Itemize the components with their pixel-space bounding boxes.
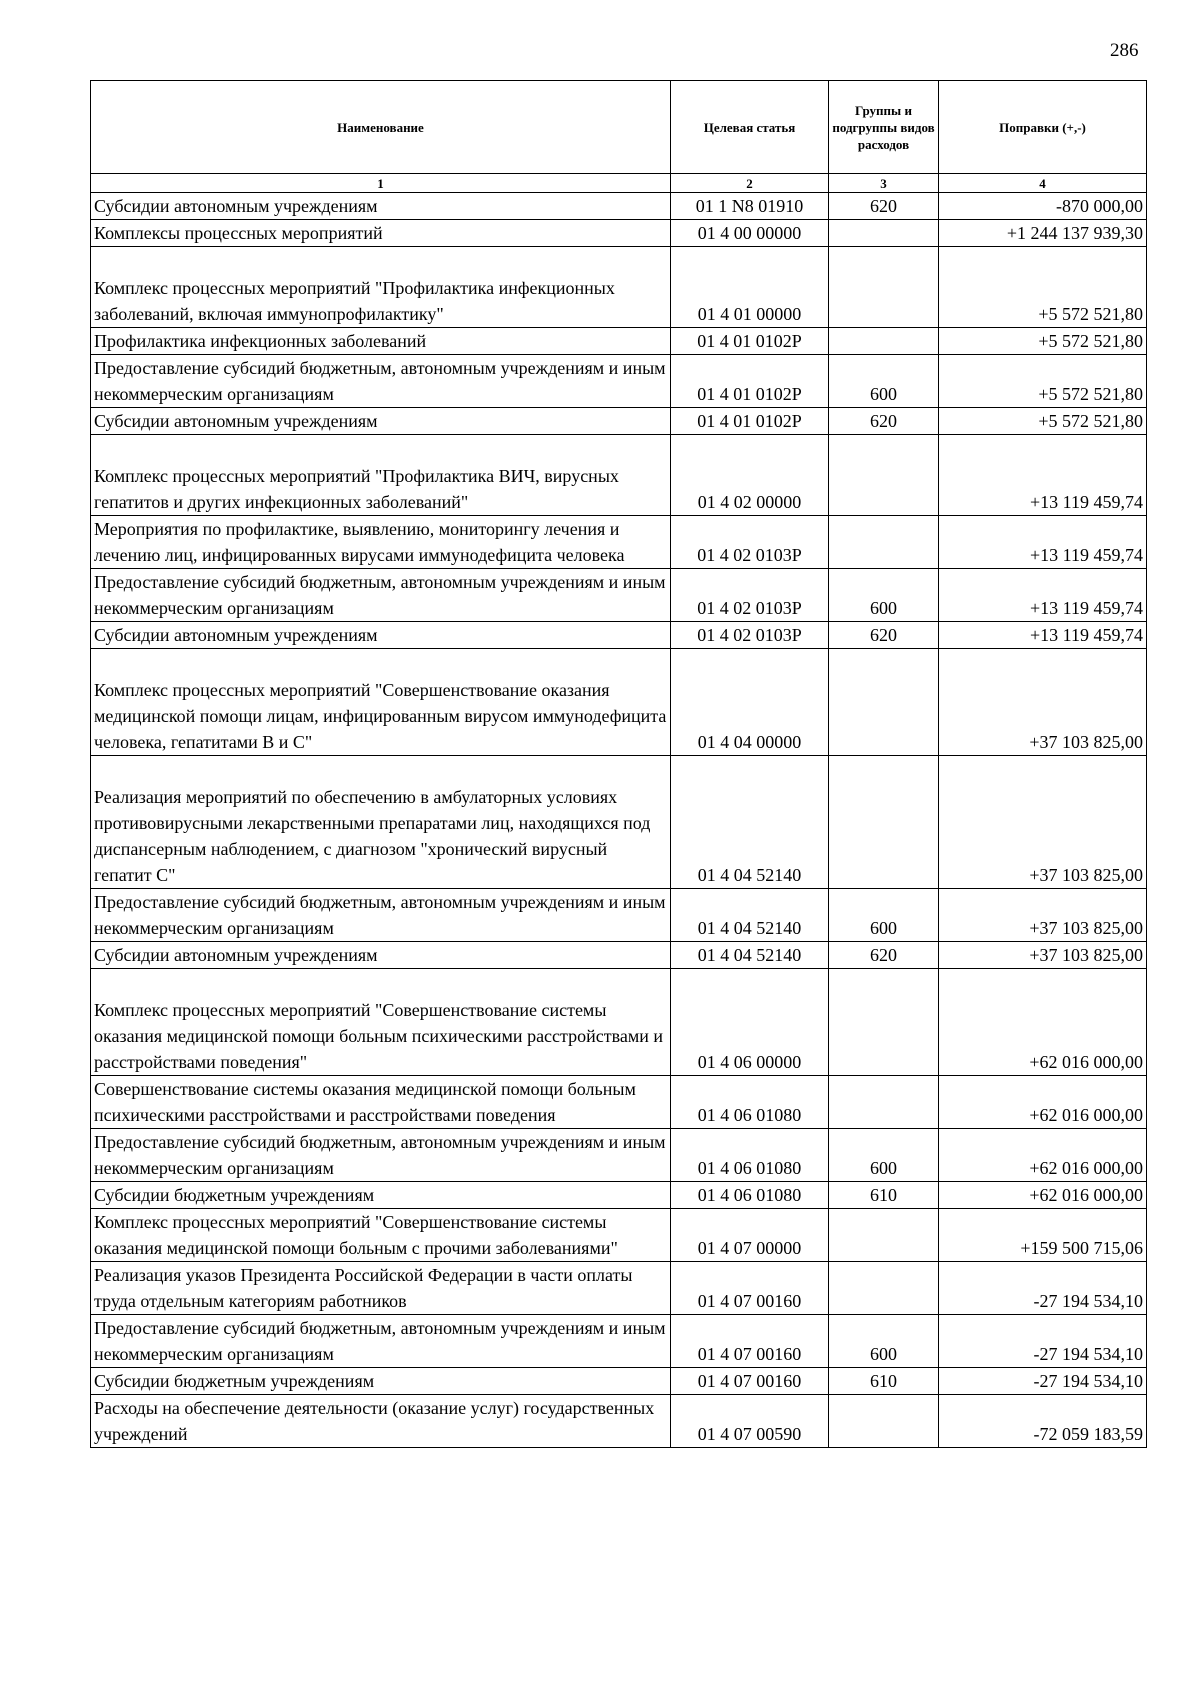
table-row	[91, 1182, 1147, 1209]
row-amendment-amount: +62 016 000,00	[939, 1076, 1147, 1129]
row-target-code: 01 4 06 01080	[671, 1076, 829, 1129]
row-target-code: 01 4 01 0102Р	[671, 355, 829, 408]
row-amendment-amount: +62 016 000,00	[939, 1129, 1147, 1182]
row-name: Предоставление субсидий бюджетным, автономным учреждениям и иным некоммерческим организациям	[91, 569, 671, 622]
row-name: Субсидии автономным учреждениям	[91, 942, 671, 969]
row-amendment-amount: +37 103 825,00	[939, 942, 1147, 969]
row-name: Реализация мероприятий по обеспечению в амбулаторных условиях противовирусными лекарственными препаратами лиц, находящихся под диспансерным наблюдением, с диагнозом "хронический вирусный гепатит С"	[91, 756, 671, 889]
row-name: Субсидии автономным учреждениям	[91, 193, 671, 220]
row-target-code: 01 4 04 52140	[671, 942, 829, 969]
header-groups: Группы и подгруппы видов расходов	[829, 81, 939, 174]
row-name: Мероприятия по профилактике, выявлению, мониторингу лечения и лечению лиц, инфицированных вирусами иммунодефицита человека	[91, 516, 671, 569]
table-row	[91, 516, 1147, 569]
row-target-code: 01 4 01 00000	[671, 247, 829, 328]
budget-table	[90, 80, 1147, 1448]
row-name: Расходы на обеспечение деятельности (оказание услуг) государственных учреждений	[91, 1395, 671, 1448]
table-row	[91, 1395, 1147, 1448]
row-target-code: 01 4 00 00000	[671, 220, 829, 247]
table-row	[91, 247, 1147, 328]
row-expense-group	[829, 328, 939, 355]
row-expense-group	[829, 1076, 939, 1129]
row-target-code: 01 4 02 00000	[671, 435, 829, 516]
row-name: Комплексы процессных мероприятий	[91, 220, 671, 247]
page-number: 286	[1110, 40, 1139, 61]
row-name: Субсидии бюджетным учреждениям	[91, 1368, 671, 1395]
table-row	[91, 1209, 1147, 1262]
header-name: Наименование	[91, 81, 671, 174]
row-expense-group: 600	[829, 1315, 939, 1368]
header-target: Целевая статья	[671, 81, 829, 174]
row-name: Субсидии автономным учреждениям	[91, 408, 671, 435]
row-name: Предоставление субсидий бюджетным, автономным учреждениям и иным некоммерческим организациям	[91, 889, 671, 942]
row-name: Комплекс процессных мероприятий "Профилактика ВИЧ, вирусных гепатитов и других инфекционных заболеваний"	[91, 435, 671, 516]
row-amendment-amount: +5 572 521,80	[939, 247, 1147, 328]
row-expense-group	[829, 435, 939, 516]
row-expense-group: 610	[829, 1182, 939, 1209]
row-target-code: 01 4 06 01080	[671, 1129, 829, 1182]
row-target-code: 01 1 N8 01910	[671, 193, 829, 220]
row-amendment-amount: +5 572 521,80	[939, 408, 1147, 435]
row-expense-group	[829, 220, 939, 247]
table-row	[91, 193, 1147, 220]
row-expense-group: 620	[829, 622, 939, 649]
row-name: Предоставление субсидий бюджетным, автономным учреждениям и иным некоммерческим организациям	[91, 1315, 671, 1368]
column-number: 4	[939, 174, 1147, 193]
row-name: Комплекс процессных мероприятий "Совершенствование оказания медицинской помощи лицам, инфицированным вирусом иммунодефицита человека, гепатитами В и С"	[91, 649, 671, 756]
row-expense-group: 610	[829, 1368, 939, 1395]
row-amendment-amount: +62 016 000,00	[939, 1182, 1147, 1209]
table-row	[91, 756, 1147, 889]
table-row	[91, 1076, 1147, 1129]
row-expense-group: 600	[829, 1129, 939, 1182]
table-row	[91, 435, 1147, 516]
table-row	[91, 220, 1147, 247]
row-expense-group	[829, 1262, 939, 1315]
table-row	[91, 1129, 1147, 1182]
header-amendments: Поправки (+,-)	[939, 81, 1147, 174]
row-expense-group: 600	[829, 355, 939, 408]
row-expense-group	[829, 1209, 939, 1262]
row-amendment-amount: +37 103 825,00	[939, 889, 1147, 942]
column-numbers-row	[91, 174, 1147, 193]
row-expense-group	[829, 247, 939, 328]
row-expense-group: 620	[829, 408, 939, 435]
row-amendment-amount: -27 194 534,10	[939, 1368, 1147, 1395]
row-amendment-amount: +37 103 825,00	[939, 756, 1147, 889]
row-amendment-amount: +159 500 715,06	[939, 1209, 1147, 1262]
row-target-code: 01 4 02 0103Р	[671, 516, 829, 569]
row-name: Профилактика инфекционных заболеваний	[91, 328, 671, 355]
row-target-code: 01 4 01 0102Р	[671, 328, 829, 355]
row-name: Субсидии бюджетным учреждениям	[91, 1182, 671, 1209]
table-row	[91, 649, 1147, 756]
row-amendment-amount: -72 059 183,59	[939, 1395, 1147, 1448]
row-expense-group: 600	[829, 569, 939, 622]
row-name: Субсидии автономным учреждениям	[91, 622, 671, 649]
row-target-code: 01 4 06 00000	[671, 969, 829, 1076]
table-row	[91, 408, 1147, 435]
row-name: Комплекс процессных мероприятий "Профилактика инфекционных заболеваний, включая иммунопрофилактику"	[91, 247, 671, 328]
table-row	[91, 889, 1147, 942]
row-target-code: 01 4 07 00160	[671, 1262, 829, 1315]
row-name: Комплекс процессных мероприятий "Совершенствование системы оказания медицинской помощи больным психическими расстройствами и расстройствами поведения"	[91, 969, 671, 1076]
row-name: Реализация указов Президента Российской Федерации в части оплаты труда отдельным категориям работников	[91, 1262, 671, 1315]
row-target-code: 01 4 04 52140	[671, 889, 829, 942]
table-row	[91, 355, 1147, 408]
row-expense-group	[829, 516, 939, 569]
table-row	[91, 942, 1147, 969]
row-target-code: 01 4 07 00160	[671, 1368, 829, 1395]
row-target-code: 01 4 01 0102Р	[671, 408, 829, 435]
row-expense-group	[829, 1395, 939, 1448]
row-target-code: 01 4 02 0103Р	[671, 569, 829, 622]
row-target-code: 01 4 02 0103Р	[671, 622, 829, 649]
row-amendment-amount: -27 194 534,10	[939, 1262, 1147, 1315]
row-amendment-amount: +1 244 137 939,30	[939, 220, 1147, 247]
row-amendment-amount: +13 119 459,74	[939, 622, 1147, 649]
column-number: 2	[671, 174, 829, 193]
row-amendment-amount: +13 119 459,74	[939, 516, 1147, 569]
row-expense-group	[829, 649, 939, 756]
table-row	[91, 1368, 1147, 1395]
row-target-code: 01 4 06 01080	[671, 1182, 829, 1209]
table-row	[91, 328, 1147, 355]
column-number: 3	[829, 174, 939, 193]
row-amendment-amount: +13 119 459,74	[939, 435, 1147, 516]
row-amendment-amount: +37 103 825,00	[939, 649, 1147, 756]
row-target-code: 01 4 07 00160	[671, 1315, 829, 1368]
row-name: Совершенствование системы оказания медицинской помощи больным психическими расстройствами и расстройствами поведения	[91, 1076, 671, 1129]
row-amendment-amount: +13 119 459,74	[939, 569, 1147, 622]
row-expense-group: 620	[829, 942, 939, 969]
table-row	[91, 969, 1147, 1076]
table-row	[91, 569, 1147, 622]
row-amendment-amount: +5 572 521,80	[939, 355, 1147, 408]
row-expense-group	[829, 756, 939, 889]
row-target-code: 01 4 04 52140	[671, 756, 829, 889]
row-expense-group	[829, 969, 939, 1076]
row-amendment-amount: +62 016 000,00	[939, 969, 1147, 1076]
table-row	[91, 1315, 1147, 1368]
row-amendment-amount: -870 000,00	[939, 193, 1147, 220]
row-target-code: 01 4 07 00000	[671, 1209, 829, 1262]
row-expense-group: 600	[829, 889, 939, 942]
row-name: Предоставление субсидий бюджетным, автономным учреждениям и иным некоммерческим организациям	[91, 355, 671, 408]
table-row	[91, 1262, 1147, 1315]
table-row	[91, 622, 1147, 649]
row-expense-group: 620	[829, 193, 939, 220]
row-amendment-amount: -27 194 534,10	[939, 1315, 1147, 1368]
column-number: 1	[91, 174, 671, 193]
row-amendment-amount: +5 572 521,80	[939, 328, 1147, 355]
row-name: Предоставление субсидий бюджетным, автономным учреждениям и иным некоммерческим организациям	[91, 1129, 671, 1182]
header-row	[91, 81, 1147, 174]
row-target-code: 01 4 04 00000	[671, 649, 829, 756]
row-name: Комплекс процессных мероприятий "Совершенствование системы оказания медицинской помощи больным с прочими заболеваниями"	[91, 1209, 671, 1262]
row-target-code: 01 4 07 00590	[671, 1395, 829, 1448]
